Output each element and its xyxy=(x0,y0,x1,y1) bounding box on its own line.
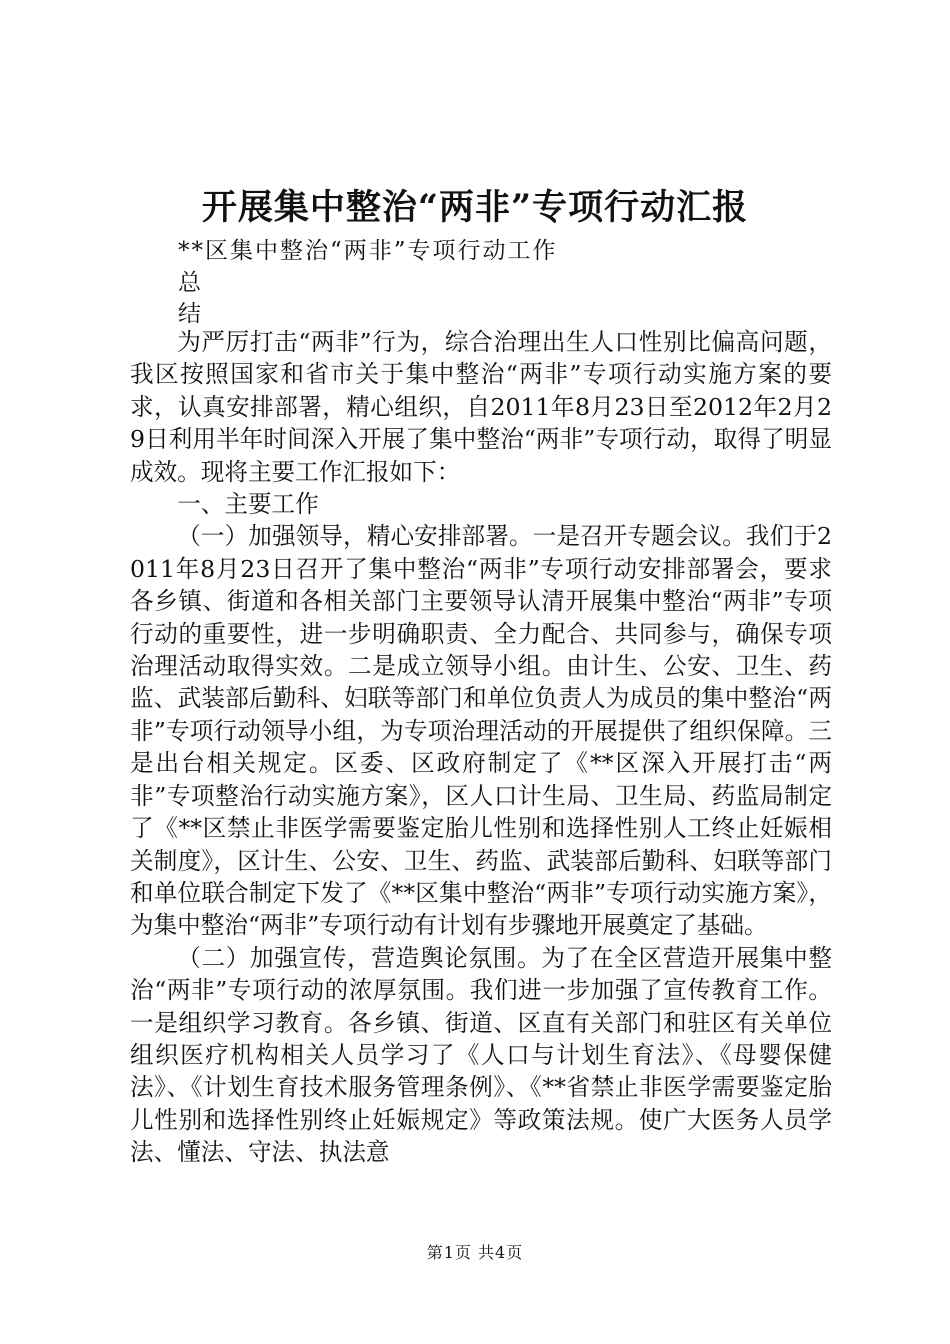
intro-paragraph: 为严厉打击“两非”行为，综合治理出生人口性别比偏高问题，我区按照国家和省市关于集中整治“两非”专项行动实施方案的要求，认真安排部署，精心组织，自2011年8月23日至2012年2月29日利用半年时间深入开展了集中整治“两非”专项行动，取得了明显成效。现将主要工作汇报如下： xyxy=(130,328,832,486)
subtitle-char-1: 总 xyxy=(178,270,201,296)
document-body xyxy=(130,326,832,1169)
document-subtitle: **区集中整治“两非”专项行动工作 xyxy=(178,238,558,264)
document-title: 开展集中整治“两非”专项行动汇报 xyxy=(201,187,749,228)
section-heading: 一、主要工作 xyxy=(177,490,319,519)
page-number-footer: 第1页 共4页 xyxy=(426,1243,524,1262)
subtitle-char-2: 结 xyxy=(178,301,201,327)
section-paragraph-2: （二）加强宣传，营造舆论氛围。为了在全区营造开展集中整治“两非”专项行动的浓厚氛围。我们进一步加强了宣传教育工作。一是组织学习教育。各乡镇、街道、区直有关部门和驻区有关单位组织医疗机构相关人员学习了《人口与计划生育法》、《母婴保健法》、《计划生育技术服务管理条例》、《**省禁止非医学需要鉴定胎儿性别和选择性别终止妊娠规定》等政策法规。使广大医务人员学法、懂法、守法、执法意 xyxy=(130,943,832,1167)
section-paragraph-1: （一）加强领导，精心安排部署。一是召开专题会议。我们于2011年8月23日召开了集中整治“两非”专项行动安排部署会，要求各乡镇、街道和各相关部门主要领导认清开展集中整治“两非”专项行动的重要性，进一步明确职责、全力配合、共同参与，确保专项治理活动取得实效。二是成立领导小组。由计生、公安、卫生、药监、武装部后勤科、妇联等部门和单位负责人为成员的集中整治“两非”专项行动领导小组，为专项治理活动的开展提供了组织保障。三是出台相关规定。区委、区政府制定了《**区深入开展打击“两非”专项整治行动实施方案》，区人口计生局、卫生局、药监局制定了《**区禁止非医学需要鉴定胎儿性别和选择性别人工终止妊娠相关制度》，区计生、公安、卫生、药监、武装部后勤科、妇联等部门和单位联合制定下发了《**区集中整治“两非”专项行动实施方案》，为集中整治“两非”专项行动有计划有步骤地开展奠定了基础。 xyxy=(130,522,832,940)
